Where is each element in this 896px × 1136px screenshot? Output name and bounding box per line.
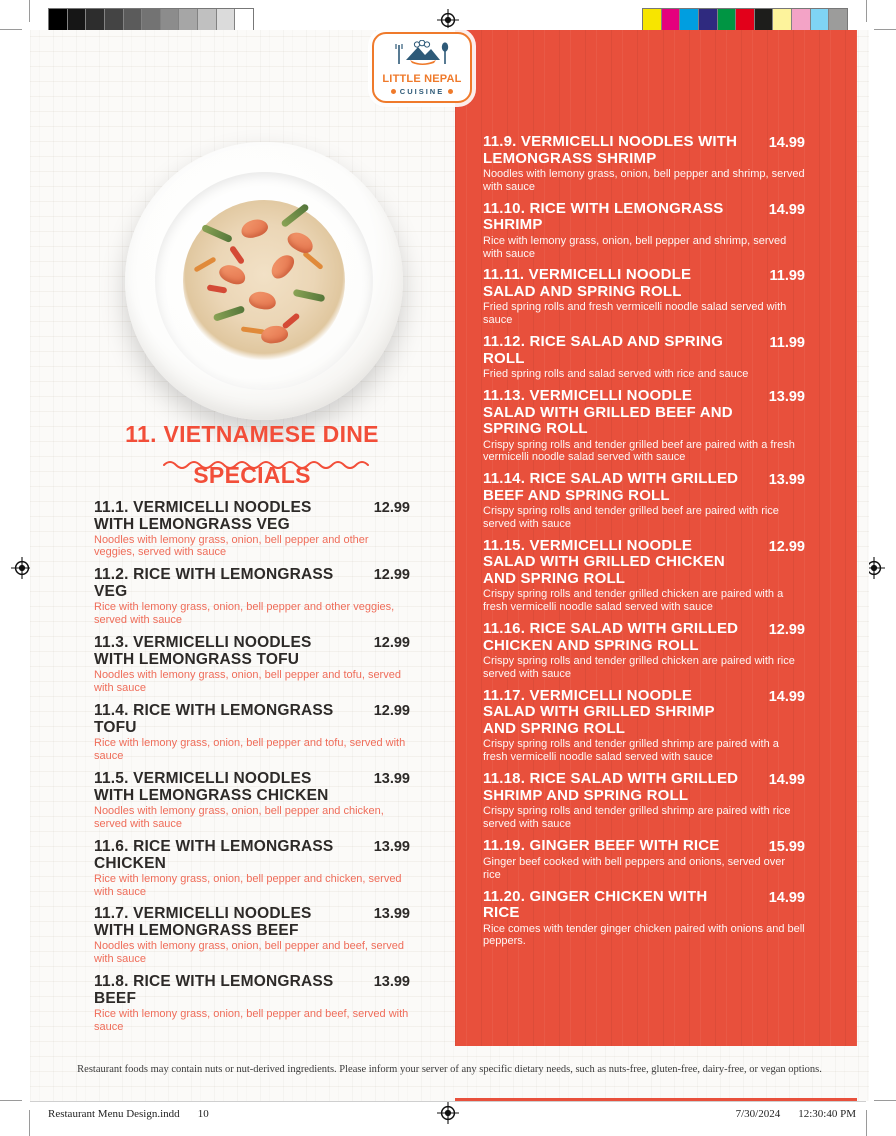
dietary-disclaimer: Restaurant foods may contain nuts or nut-derived ingredients. Please inform your server of any specific dietary needs, such as nuts-free, gluten-free, dairy-free, or vegan options. — [77, 1064, 822, 1075]
crop-mark — [0, 29, 22, 30]
menu-item-description: Rice with lemony grass, onion, bell pepper and beef, served with sauce — [94, 1008, 409, 1034]
menu-item-description: Crispy spring rolls and tender grilled chicken are paired with a fresh vermicelli noodle salad served with sauce — [483, 588, 784, 614]
slug-time: 12:30:40 PM — [798, 1108, 856, 1120]
menu-item-title — [94, 702, 358, 736]
menu-item-header — [94, 566, 410, 600]
menu-item-description: Crispy spring rolls and tender grilled beef are paired with a fresh vermicelli noodle salad served with sauce — [483, 438, 795, 464]
menu-item-title — [483, 838, 753, 855]
logo-name: LITTLE NEPAL — [382, 73, 462, 85]
menu-item-title — [483, 771, 753, 804]
menu-item — [94, 499, 410, 560]
menu-item-header — [94, 634, 410, 668]
menu-item — [483, 471, 805, 531]
menu-item-description: Crispy spring rolls and tender grilled chicken are paired with rice served with sauce — [483, 655, 795, 681]
menu-item-price: 13.99 — [373, 906, 410, 923]
menu-item-header — [483, 267, 805, 300]
menu-item-price: 12.99 — [373, 635, 410, 652]
crop-mark — [29, 0, 30, 22]
menu-item-name: RICE WITH LEMONGRASS CHICKEN — [94, 837, 334, 872]
flower-icon — [448, 89, 453, 94]
menu-page — [30, 30, 869, 1101]
menu-item-description: Ginger beef cooked with bell peppers and onions, served over rice — [483, 855, 786, 881]
menu-item-price: 12.99 — [373, 567, 410, 584]
menu-item — [483, 889, 805, 949]
menu-item-number: 11.5. — [94, 769, 129, 787]
menu-item-header — [483, 134, 805, 167]
menu-item-header — [483, 388, 805, 438]
menu-item-name: RICE SALAD WITH GRILLED BEEF AND SPRING ROLL — [483, 470, 739, 504]
vermicelli-shrimp-dish-photo — [125, 142, 403, 420]
menu-item-description: Noodles with lemony grass, onion, bell pepper and shrimp, served with sauce — [483, 168, 805, 193]
menu-item-name: RICE WITH LEMONGRASS SHRIMP — [483, 199, 724, 234]
menu-item-description: Rice with lemony grass, onion, bell pepper and chicken, served with sauce — [94, 872, 402, 898]
logo-subtitle: CUISINE — [399, 87, 445, 96]
menu-item-title — [483, 538, 753, 588]
menu-item-title — [94, 838, 358, 872]
left-items-list — [94, 499, 410, 1035]
menu-item — [94, 973, 410, 1034]
menu-item-name: VERMICELLI NOODLE SALAD AND SPRING ROLL — [483, 266, 692, 300]
menu-item-title — [94, 499, 358, 533]
menu-item-header — [483, 201, 805, 234]
restaurant-logo — [372, 32, 472, 103]
menu-item-header — [483, 688, 805, 738]
menu-item-header — [94, 770, 410, 804]
menu-item — [94, 634, 410, 695]
menu-item-name: VERMICELLI NOODLES WITH LEMONGRASS BEEF — [94, 905, 312, 940]
menu-item-title — [483, 388, 753, 438]
crop-mark — [0, 1100, 22, 1101]
menu-item-price: 13.99 — [768, 472, 805, 489]
menu-item-description: Fried spring rolls and salad served with rice and sauce — [483, 368, 749, 381]
menu-item-title — [94, 770, 358, 804]
menu-item-number: 11.3. — [94, 634, 129, 652]
menu-item — [483, 134, 805, 194]
crop-mark — [874, 29, 896, 30]
wavy-underline — [94, 449, 410, 459]
menu-item-header — [483, 838, 805, 855]
menu-item-name: VERMICELLI NOODLE SALAD WITH GRILLED BEEF AND SPRING ROLL — [483, 387, 733, 438]
menu-item — [483, 838, 805, 882]
menu-item-name: RICE SALAD WITH GRILLED SHRIMP AND SPRING ROLL — [483, 770, 739, 804]
menu-item-name: GINGER CHICKEN WITH RICE — [483, 887, 708, 922]
menu-item-price: 13.99 — [373, 974, 410, 991]
menu-item-name: VERMICELLI NOODLES WITH LEMONGRASS TOFU — [94, 634, 312, 669]
menu-item-header — [94, 905, 410, 939]
menu-item-price: 12.99 — [768, 538, 805, 555]
menu-item-number: 11.20. — [483, 887, 526, 905]
menu-item-header — [483, 334, 805, 367]
menu-item-name: RICE WITH LEMONGRASS TOFU — [94, 701, 334, 736]
mountain-utensils-icon — [391, 40, 453, 66]
menu-item — [483, 334, 805, 381]
menu-item — [483, 621, 805, 681]
menu-item-title — [483, 688, 753, 738]
menu-item-number: 11.16. — [483, 620, 526, 638]
slug-page-number: 10 — [197, 1108, 209, 1120]
slug-date: 7/30/2024 — [735, 1108, 781, 1120]
menu-item-number: 11.19. — [483, 836, 526, 854]
menu-item-name: VERMICELLI NOODLES WITH LEMONGRASS SHRIMP — [483, 133, 738, 167]
menu-item-name: VERMICELLI NOODLES WITH LEMONGRASS VEG — [94, 498, 312, 533]
menu-item-number: 11.18. — [483, 770, 526, 788]
menu-item-name: VERMICELLI NOODLE SALAD WITH GRILLED SHRIMP AND SPRING ROLL — [483, 686, 715, 737]
menu-item-number: 11.17. — [483, 686, 526, 704]
section-title-line2: SPECIALS — [193, 461, 311, 488]
crop-mark — [866, 1110, 867, 1136]
menu-item-number: 11.9. — [483, 133, 517, 150]
menu-item — [94, 905, 410, 966]
right-menu-column — [483, 134, 805, 955]
menu-item — [94, 838, 410, 899]
menu-item-name: RICE SALAD WITH GRILLED CHICKEN AND SPRING ROLL — [483, 620, 739, 654]
teapot-icon — [391, 89, 396, 94]
menu-item-header — [483, 471, 805, 504]
right-items-list — [483, 134, 805, 948]
menu-item-price: 15.99 — [768, 838, 805, 855]
registration-mark-icon — [437, 9, 459, 31]
menu-item-price: 14.99 — [768, 135, 805, 151]
menu-item-number: 11.6. — [94, 837, 129, 855]
menu-item-title — [483, 334, 753, 367]
menu-item-price: 12.99 — [768, 622, 805, 639]
section-title — [94, 422, 410, 489]
left-menu-column — [94, 422, 410, 1041]
registration-mark-icon — [437, 1102, 459, 1124]
menu-item-number: 11.10. — [483, 199, 526, 217]
crop-mark — [866, 0, 867, 22]
menu-item-description: Crispy spring rolls and tender grilled beef are paired with rice served with sauce — [483, 505, 779, 531]
menu-item-description: Rice with lemony grass, onion, bell pepper and tofu, served with sauce — [94, 737, 406, 762]
menu-item-price: 13.99 — [768, 389, 805, 406]
menu-item-description: Noodles with lemony grass, onion, bell pepper and chicken, served with sauce — [94, 804, 384, 830]
menu-item-price: 13.99 — [373, 838, 410, 855]
menu-item-title — [483, 201, 753, 234]
menu-item-description: Fried spring rolls and fresh vermicelli noodle salad served with sauce — [483, 301, 787, 327]
menu-item-number: 11.7. — [94, 905, 129, 923]
noodle-food-illustration — [183, 200, 345, 362]
slug-datetime — [736, 1108, 856, 1120]
menu-item-price: 12.99 — [373, 702, 410, 719]
menu-item — [483, 388, 805, 464]
menu-item-price: 11.99 — [769, 268, 805, 285]
menu-item-title — [483, 267, 753, 300]
crop-mark — [874, 1100, 896, 1101]
menu-item-header — [94, 973, 410, 1007]
menu-item — [94, 770, 410, 831]
menu-item-header — [94, 702, 410, 736]
menu-item-price: 13.99 — [373, 770, 410, 787]
menu-item-price: 14.99 — [768, 889, 805, 906]
menu-item — [483, 688, 805, 764]
menu-item-header — [94, 838, 410, 872]
menu-item-title — [483, 621, 753, 654]
menu-item-description: Crispy spring rolls and tender grilled shrimp are paired with rice served with sauce — [483, 805, 791, 830]
menu-item-description: Rice comes with tender ginger chicken paired with onions and bell peppers. — [483, 922, 805, 948]
menu-item-title — [94, 905, 358, 939]
slug-filename: Restaurant Menu Design.indd — [48, 1108, 180, 1120]
menu-item-number: 11.2. — [94, 566, 129, 584]
menu-item-title — [483, 889, 753, 922]
menu-item-title — [94, 634, 358, 668]
slug-file-info — [48, 1108, 209, 1120]
menu-item-header — [94, 499, 410, 533]
menu-item-number: 11.8. — [94, 973, 129, 991]
menu-item-header — [483, 621, 805, 654]
logo-badge — [372, 32, 472, 103]
menu-item-number: 11.1. — [94, 498, 129, 516]
menu-item-name: RICE WITH LEMONGRASS VEG — [94, 566, 334, 601]
menu-item — [94, 702, 410, 763]
menu-item-number: 11.12. — [483, 333, 526, 351]
menu-item-description: Rice with lemony grass, onion, bell pepper and shrimp, served with sauce — [483, 234, 787, 260]
menu-item-description: Crispy spring rolls and tender grilled shrimp are paired with a fresh vermicelli noodle salad served with sauce — [483, 738, 779, 764]
menu-item-number: 11.14. — [483, 470, 526, 488]
menu-item — [483, 267, 805, 327]
menu-item-name: VERMICELLI NOODLES WITH LEMONGRASS CHICKEN — [94, 769, 329, 804]
menu-item — [94, 566, 410, 627]
menu-item-title — [483, 134, 753, 167]
menu-item-number: 11.13. — [483, 387, 526, 405]
menu-item-description: Noodles with lemony grass, onion, bell pepper and other veggies, served with sauce — [94, 533, 369, 559]
logo-subtitle-row — [377, 87, 467, 96]
section-title-line1: 11. VIETNAMESE DINE — [125, 421, 379, 447]
menu-item-header — [483, 889, 805, 922]
red-bleed-line — [455, 1098, 857, 1101]
menu-item-title — [483, 471, 753, 504]
menu-item-number: 11.11. — [483, 266, 525, 284]
menu-item-name: GINGER BEEF WITH RICE — [529, 836, 720, 854]
menu-item-header — [483, 771, 805, 804]
menu-item-description: Noodles with lemony grass, onion, bell pepper and beef, served with sauce — [94, 940, 405, 966]
menu-item — [483, 201, 805, 261]
menu-item — [483, 771, 805, 831]
menu-item-price: 14.99 — [768, 688, 805, 705]
crop-mark — [29, 1110, 30, 1136]
trim-line — [30, 1101, 866, 1102]
menu-item-number: 11.4. — [94, 701, 129, 719]
menu-item-name: RICE SALAD AND SPRING ROLL — [483, 333, 724, 367]
menu-item-price: 14.99 — [768, 201, 805, 218]
menu-item-name: VERMICELLI NOODLE SALAD WITH GRILLED CHICKEN AND SPRING ROLL — [483, 536, 725, 587]
menu-item-name: RICE WITH LEMONGRASS BEEF — [94, 973, 334, 1008]
menu-item-description: Noodles with lemony grass, onion, bell pepper and tofu, served with sauce — [94, 669, 401, 695]
menu-item-description: Rice with lemony grass, onion, bell pepper and other veggies, served with sauce — [94, 601, 395, 627]
menu-item-number: 11.15. — [483, 536, 526, 554]
menu-item — [483, 538, 805, 614]
menu-item-price: 12.99 — [373, 499, 410, 516]
menu-item-title — [94, 973, 358, 1007]
menu-item-title — [94, 566, 358, 600]
menu-item-header — [483, 538, 805, 588]
menu-item-price: 14.99 — [768, 772, 805, 789]
menu-item-price: 11.99 — [769, 335, 805, 352]
